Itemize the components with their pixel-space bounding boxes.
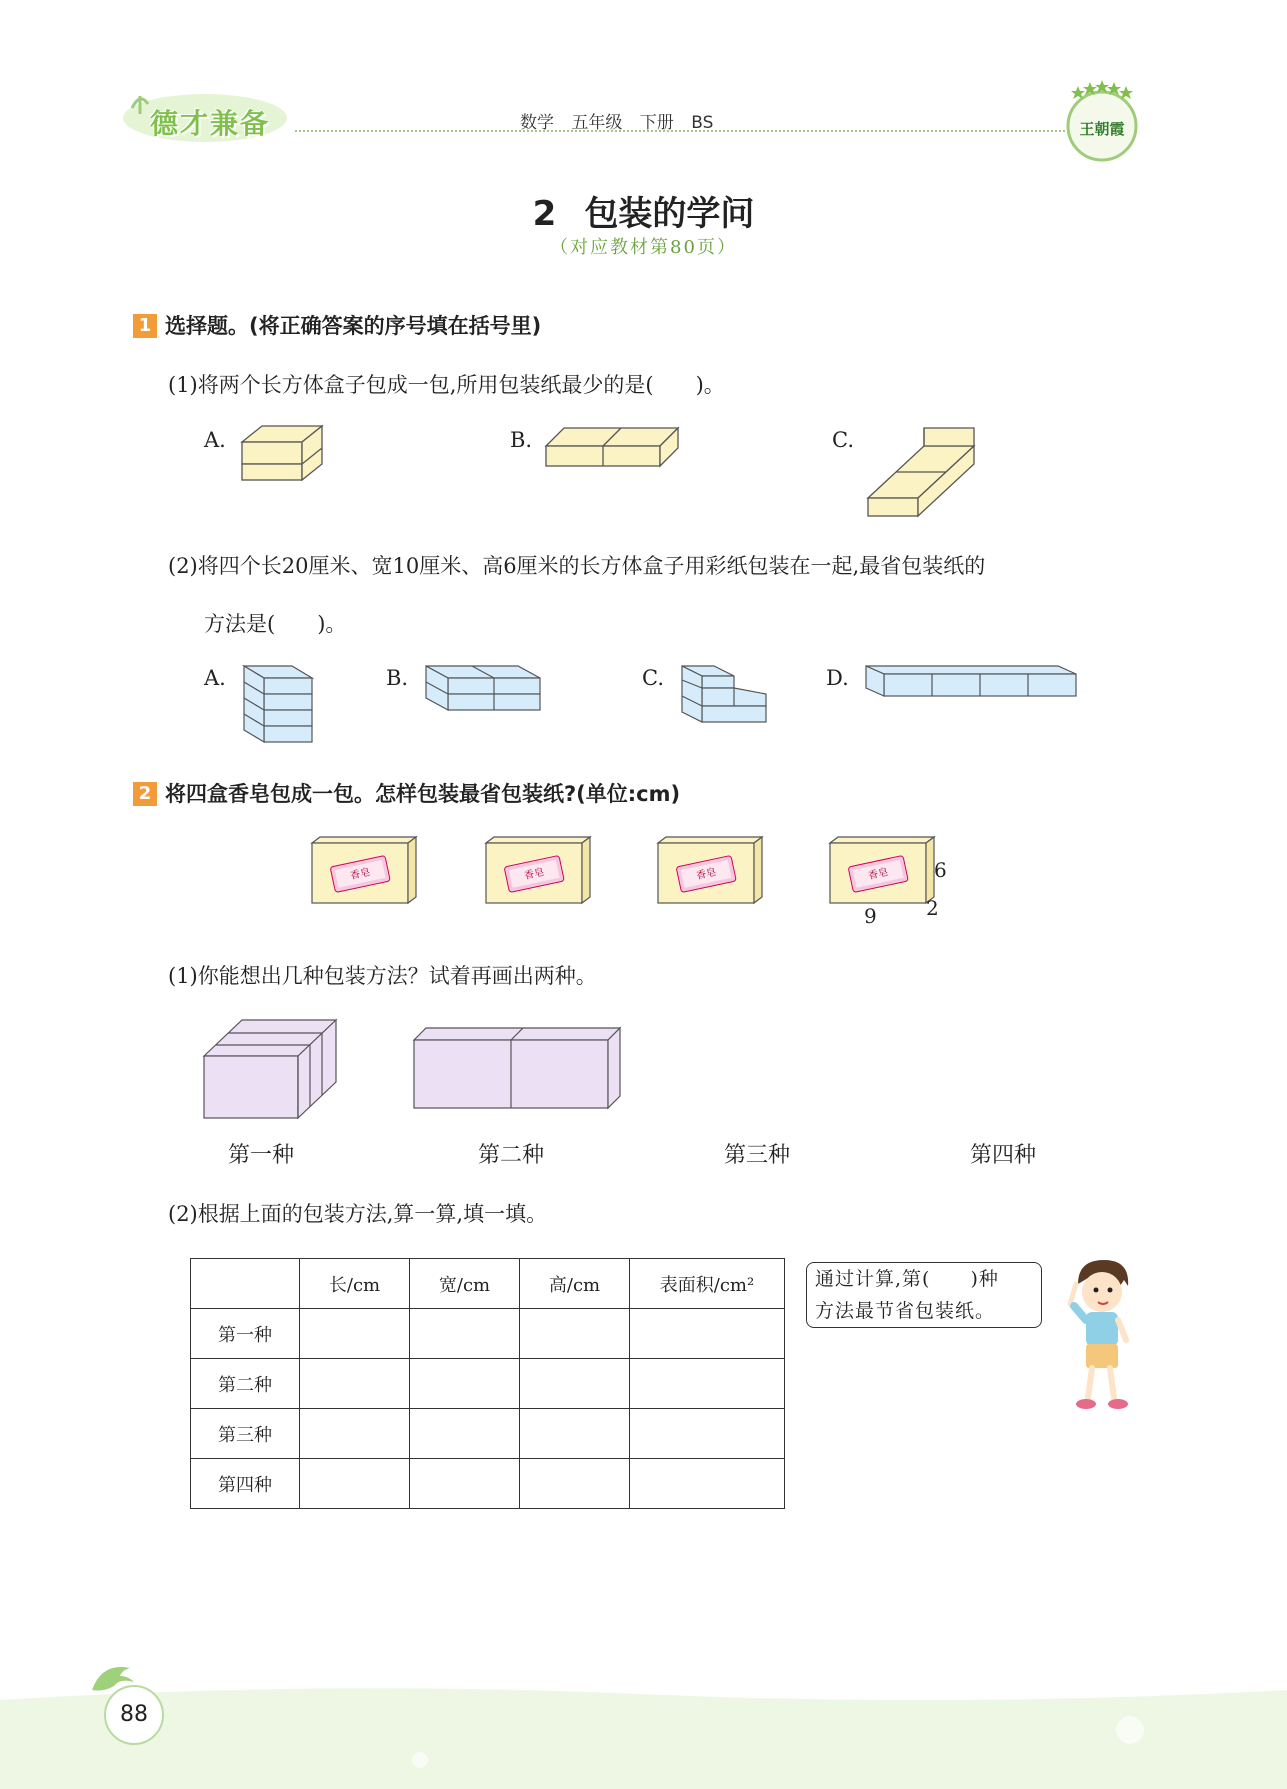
table-cell[interactable] [410,1359,520,1409]
speech-bubble-line1: 通过计算,第( )种 [815,1268,999,1290]
q1-sub2-option-c-figure [680,664,770,726]
teacher-badge-name: 王朝霞 [1079,120,1125,138]
table-row-label: 第二种 [191,1359,300,1409]
soap-label-4: 香皂 [867,867,890,882]
soap-label-2: 香皂 [523,867,546,882]
q1-option-c-figure [866,424,978,520]
table-cell[interactable] [520,1359,630,1409]
page-number: 88 [104,1685,164,1745]
q1-sub2-option-a: A. [204,666,226,690]
q1-sub2-line2: 方法是( )。 [204,612,347,636]
method-2-caption: 第二种 [478,1143,545,1168]
table-cell[interactable] [300,1459,410,1509]
q1-sub2-option-c: C. [642,666,664,690]
method-4-caption: 第四种 [970,1143,1037,1168]
table-cell[interactable] [300,1359,410,1409]
lesson-title [0,186,1287,235]
q1-option-a-figure [240,424,330,500]
textbook-reference: （对应教材第80页） [550,237,737,258]
q1-sub2-line1: (2)将四个长20厘米、宽10厘米、高6厘米的长方体盒子用彩纸包装在一起,最省包装纸的 [168,554,986,578]
q2-sub2-text: (2)根据上面的包装方法,算一算,填一填。 [168,1202,548,1226]
table-cell[interactable] [410,1409,520,1459]
table-row-label: 第三种 [191,1409,300,1459]
table-row [191,1359,785,1409]
table-header-surface-area: 表面积/cm² [630,1259,785,1309]
question-2-heading [133,778,680,808]
table-row [191,1309,785,1359]
question-1-heading [133,310,541,340]
dim-height: 6 [934,858,947,882]
table-cell[interactable] [300,1409,410,1459]
soap-box-4 [828,835,938,905]
table-header-length: 长/cm [300,1259,410,1309]
cartoon-boy-icon [1060,1258,1140,1418]
table-cell[interactable] [520,1309,630,1359]
table-header-row [191,1259,785,1309]
table-cell[interactable] [410,1459,520,1509]
lesson-number: 2 [532,194,557,234]
lesson-title-text: 包装的学问 [584,194,755,234]
surface-area-table [190,1258,785,1509]
teacher-badge-icon [1062,78,1142,168]
method-2-figure [412,1024,624,1112]
q1-sub2-option-d: D. [826,666,849,690]
speech-bubble-line2: 方法最节省包装纸。 [815,1300,996,1322]
table-row [191,1409,785,1459]
q1-sub1-option-a: A. [204,428,226,452]
table-cell[interactable] [630,1409,785,1459]
question-1-text: 选择题。(将正确答案的序号填在括号里) [165,314,542,338]
soap-label-1: 香皂 [349,867,372,882]
header-subject-line: 数学 五年级 下册 BS [520,113,714,133]
question-1-badge: 1 [133,314,157,338]
table-header-height: 高/cm [520,1259,630,1309]
soap-box-1 [310,835,420,905]
table-row-label: 第一种 [191,1309,300,1359]
table-cell[interactable] [630,1309,785,1359]
question-2-text: 将四盒香皂包成一包。怎样包装最省包装纸?(单位:cm) [165,782,681,806]
q1-sub2-option-a-figure [242,664,314,750]
table-cell[interactable] [410,1309,520,1359]
q1-sub1-text: (1)将两个长方体盒子包成一包,所用包装纸最少的是( )。 [168,373,725,397]
table-cell[interactable] [520,1409,630,1459]
method-3-caption: 第三种 [724,1143,791,1168]
method-1-caption: 第一种 [228,1143,295,1168]
soap-label-3: 香皂 [695,867,718,882]
dim-width: 2 [926,896,939,920]
speech-bubble [806,1262,1042,1328]
q1-sub1-option-b: B. [510,428,533,452]
table-cell[interactable] [520,1459,630,1509]
q2-sub1-text: (1)你能想出几种包装方法？试着再画出两种。 [168,964,597,988]
table-header-corner [191,1259,300,1309]
soap-box-3 [656,835,766,905]
q1-option-b-figure [544,424,680,484]
soap-box-2 [484,835,594,905]
brand-title: 德才兼备 [150,107,271,140]
q1-sub1-option-c: C. [832,428,854,452]
q1-sub2-option-d-figure [864,664,1080,700]
dim-length: 9 [864,904,877,928]
table-cell[interactable] [630,1459,785,1509]
table-row [191,1459,785,1509]
footer-decoration [0,1680,1287,1789]
table-cell[interactable] [630,1359,785,1409]
method-1-figure [202,1016,338,1120]
q1-sub2-option-b: B. [386,666,409,690]
table-row-label: 第四种 [191,1459,300,1509]
question-2-badge: 2 [133,782,157,806]
table-cell[interactable] [300,1309,410,1359]
table-header-width: 宽/cm [410,1259,520,1309]
q1-sub2-option-b-figure [424,664,544,716]
